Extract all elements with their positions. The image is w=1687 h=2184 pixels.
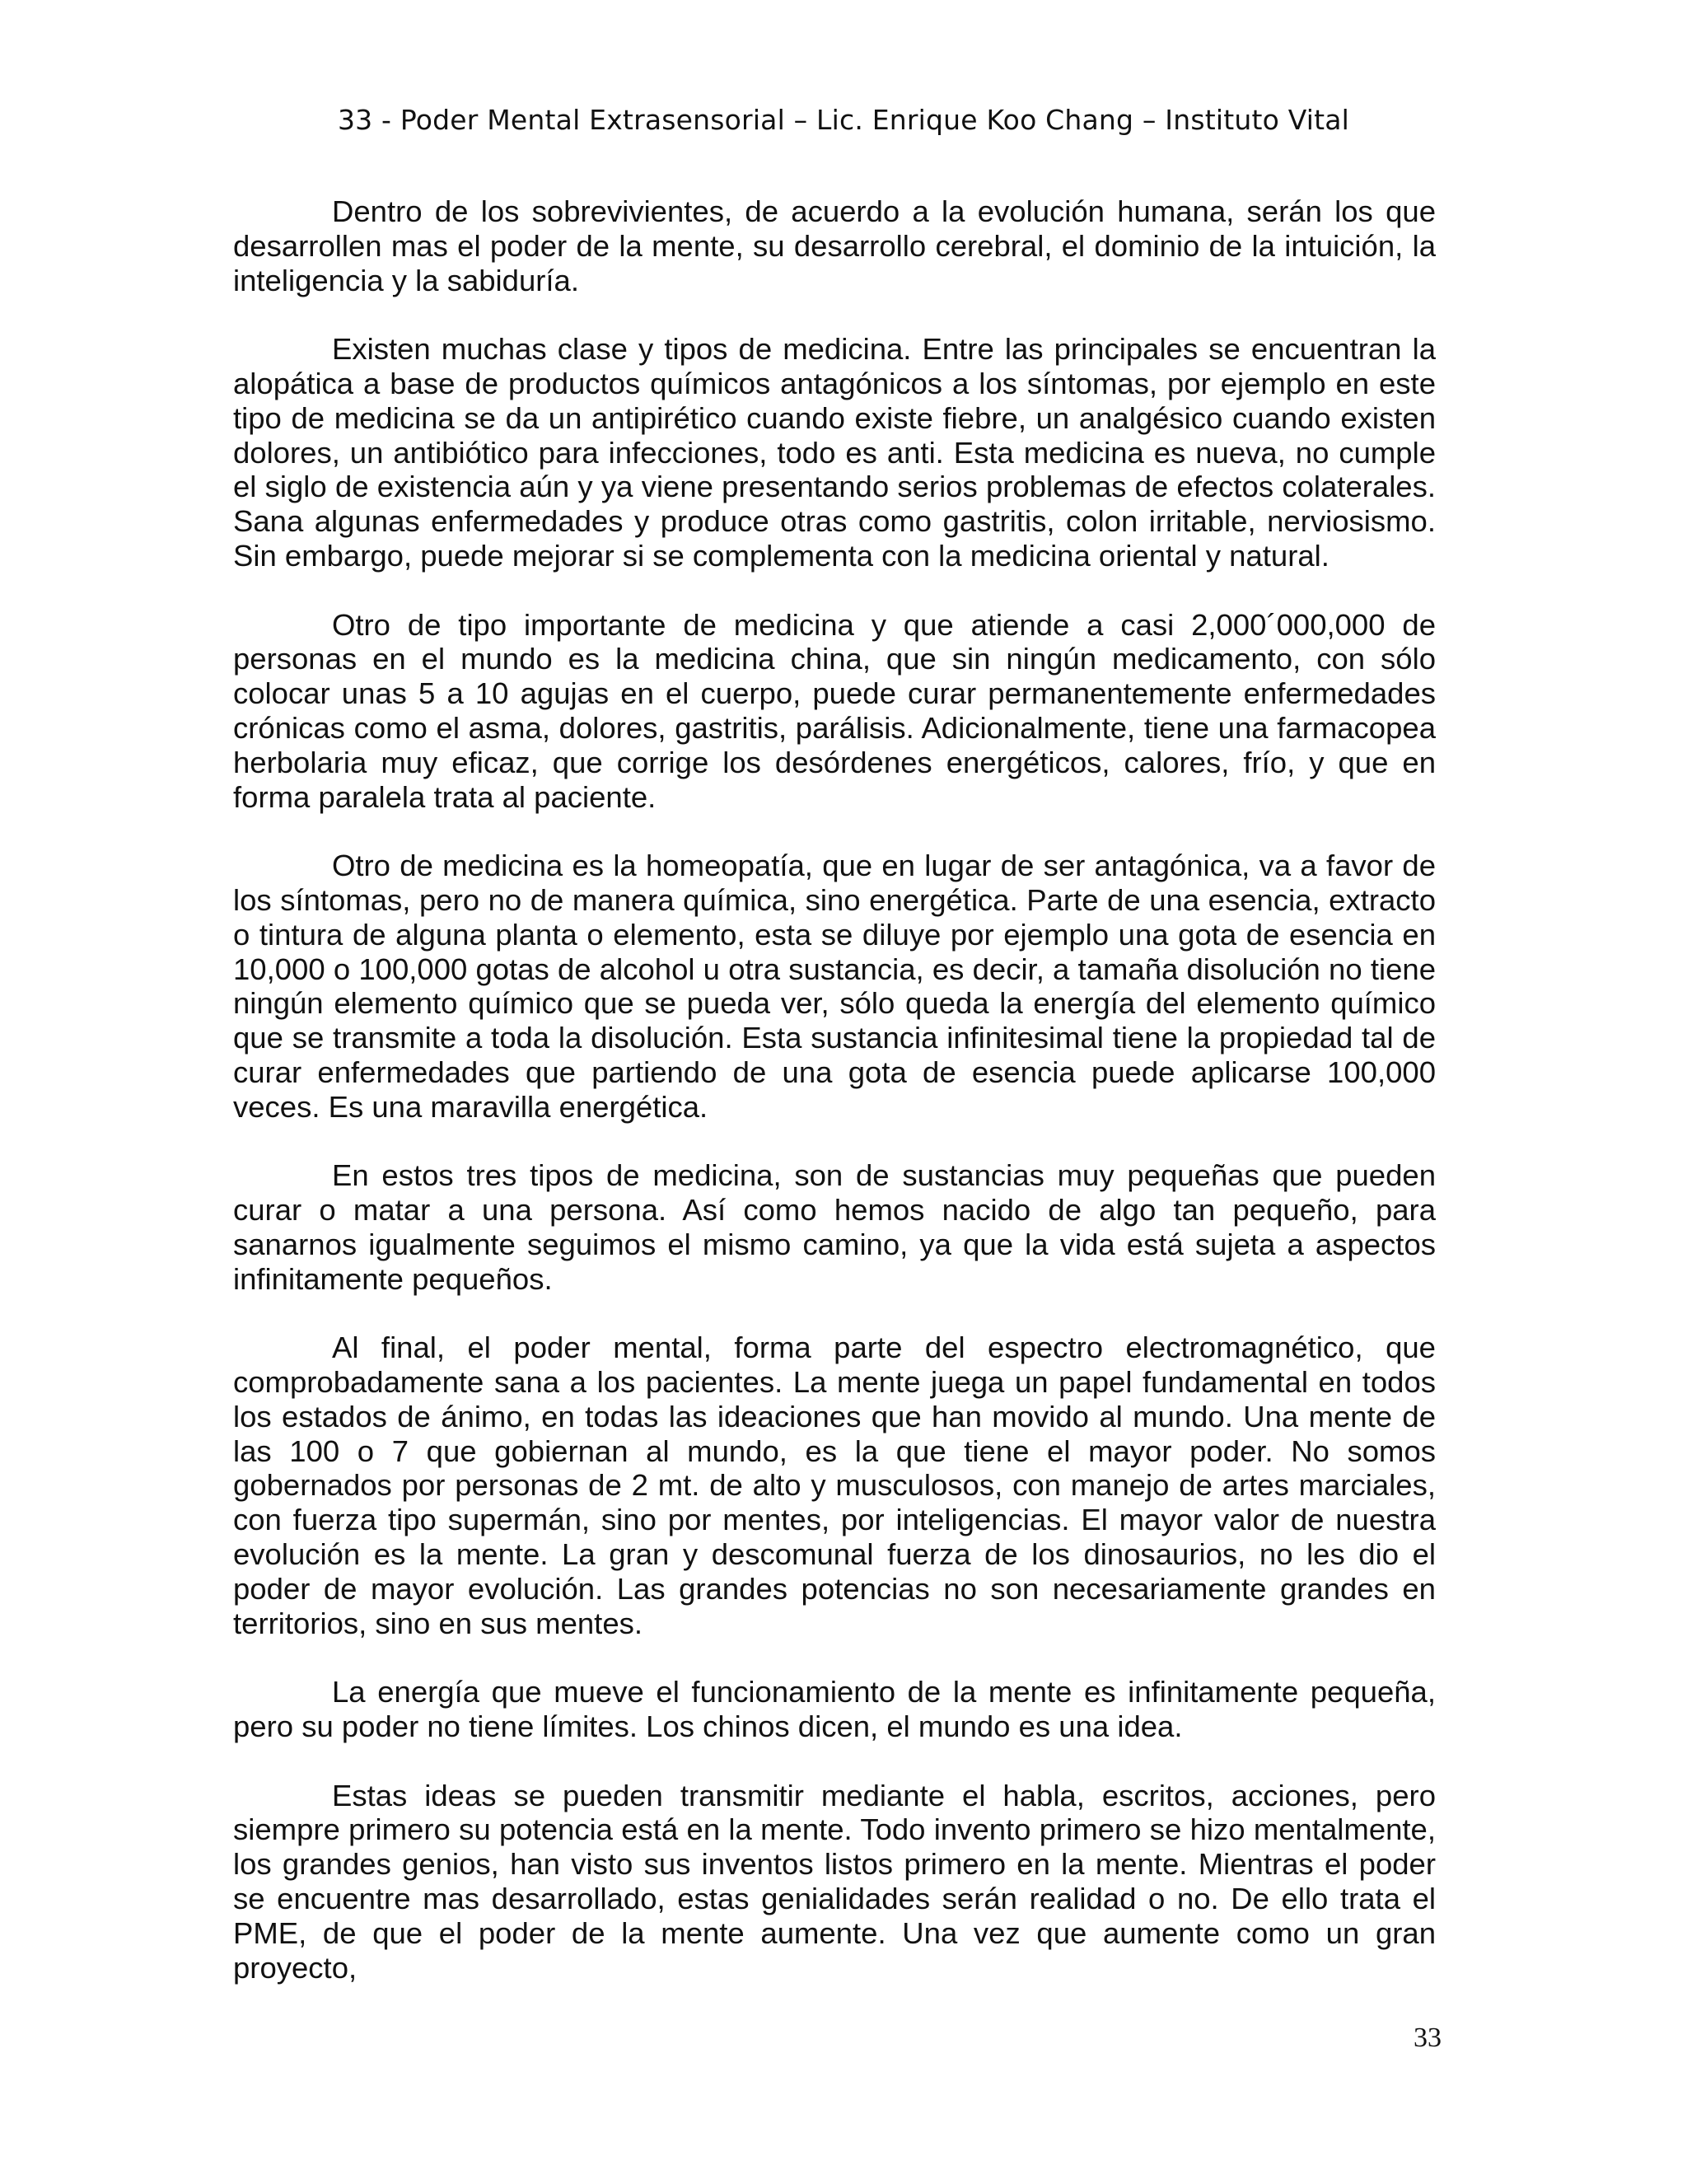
paragraph: Otro de tipo importante de medicina y que atiende a casi 2,000´000,000 de personas en el mundo es la medicina china, que sin ningún medicamento, con sólo colocar unas 5 a 10 agujas en el cuerpo, puede curar permanentemente enfermedades crónicas como el asma, dolores, gastritis, parálisis. Adicionalmente, tiene una farmacopea herbolaria muy eficaz, que corrige los desórdenes energéticos, calores, frío, y que en forma paralela trata al paciente.: [233, 607, 1436, 814]
paragraph: En estos tres tipos de medicina, son de sustancias muy pequeñas que pueden curar o matar a una persona. Así como hemos nacido de algo tan pequeño, para sanarnos igualmente seguimos el mismo camino, ya que la vida está sujeta a aspectos infinitamente pequeños.: [233, 1158, 1436, 1296]
page-number: 33: [1414, 2023, 1442, 2053]
paragraph: Dentro de los sobrevivientes, de acuerdo a la evolución humana, serán los que desarrollen mas el poder de la mente, su desarrollo cerebral, el dominio de la intuición, la inteligencia y la sabiduría.: [233, 194, 1436, 297]
paragraph: Al final, el poder mental, forma parte del espectro electromagnético, que comprobadamente sana a los pacientes. La mente juega un papel fundamental en todos los estados de ánimo, en todas las ideaciones que han movido al mundo. Una mente de las 100 o 7 que gobiernan al mundo, es la que tiene el mayor poder. No somos gobernados por personas de 2 mt. de alto y musculosos, con manejo de artes marciales, con fuerza tipo supermán, sino por mentes, por inteligencias. El mayor valor de nuestra evolución es la mente. La gran y descomunal fuerza de los dinosaurios, no les dio el poder de mayor evolución. Las grandes potencias no son necesariamente grandes en territorios, sino en sus mentes.: [233, 1331, 1436, 1640]
paragraph: La energía que mueve el funcionamiento de la mente es infinitamente pequeña, pero su poder no tiene límites. Los chinos dicen, el mundo es una idea.: [233, 1675, 1436, 1744]
paragraph: Otro de medicina es la homeopatía, que en lugar de ser antagónica, va a favor de los síntomas, pero no de manera química, sino energética. Parte de una esencia, extracto o tintura de alguna planta o elemento, esta se diluye por ejemplo una gota de esencia en 10,000 o 100,000 gotas de alcohol u otra sustancia, es decir, a tamaña disolución no tiene ningún elemento químico que se pueda ver, sólo queda la energía del elemento químico que se transmite a toda la disolución. Esta sustancia infinitesimal tiene la propiedad tal de curar enfermedades que partiendo de una gota de esencia puede aplicarse 100,000 veces. Es una maravilla energética.: [233, 849, 1436, 1124]
document-body: [233, 194, 1436, 1985]
page-header: 33 - Poder Mental Extrasensorial – Lic. Enrique Koo Chang – Instituto Vital: [337, 104, 1350, 136]
paragraph: Estas ideas se pueden transmitir mediante el habla, escritos, acciones, pero siempre primero su potencia está en la mente. Todo invento primero se hizo mentalmente, los grandes genios, han visto sus inventos listos primero en la mente. Mientras el poder se encuentre mas desarrollado, estas genialidades serán realidad o no. De ello trata el PME, de que el poder de la mente aumente. Una vez que aumente como un gran proyecto,: [233, 1778, 1436, 1985]
paragraph: Existen muchas clase y tipos de medicina. Entre las principales se encuentran la alopática a base de productos químicos antagónicos a los síntomas, por ejemplo en este tipo de medicina se da un antipirético cuando existe fiebre, un analgésico cuando existen dolores, un antibiótico para infecciones, todo es anti. Esta medicina es nueva, no cumple el siglo de existencia aún y ya viene presentando serios problemas de efectos colaterales. Sana algunas enfermedades y produce otras como gastritis, colon irritable, nerviosismo. Sin embargo, puede mejorar si se complementa con la medicina oriental y natural.: [233, 332, 1436, 573]
